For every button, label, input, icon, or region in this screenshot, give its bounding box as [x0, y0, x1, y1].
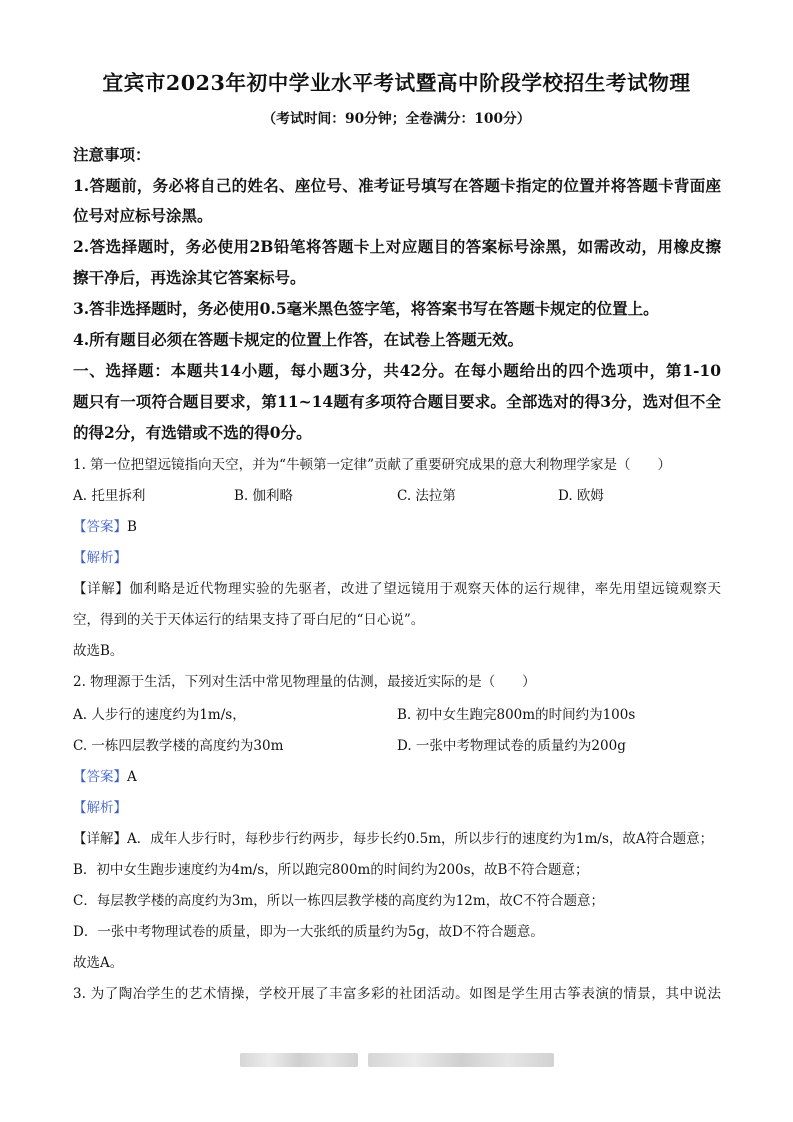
notice-item-3: 3.答非选择题时，务必使用0.5毫米黑色签字笔，将答案书写在答题卡规定的位置上。 [73, 299, 659, 318]
question-2-detail-b: B．初中女生跑步速度约为4m/s，所以跑完800m的时间约为200s，故B不符合题意； [73, 862, 589, 878]
question-2-answer [73, 765, 137, 785]
answer-value: B [127, 519, 137, 535]
footer-watermark [240, 1053, 358, 1067]
question-2-option-b: B. 初中女生跑完800m的时间约为100s [397, 707, 636, 723]
question-1-conclusion: 故选B。 [73, 643, 124, 659]
answer-label: 【答案】 [73, 519, 127, 535]
question-1-detail-cont: 空，得到的关于天体运行的结果支持了哥白尼的“日心说”。 [73, 612, 425, 628]
question-2-detail-c: C．每层教学楼的高度约为3m，所以一栋四层教学楼的高度约为12m，故C不符合题意； [73, 893, 605, 909]
detail-label: 【详解】 [73, 581, 130, 597]
question-1-detail [73, 577, 721, 597]
section-intro-cont-1: 题只有一项符合题目要求，第11~14题有多项符合题目要求。全部选对的得3分，选对但不全 [73, 392, 721, 411]
page-subtitle: （考试时间：90分钟；全卷满分：100分） [262, 111, 531, 127]
detail-text: 伽利略是近代物理实验的先驱者，改进了望远镜用于观察天体的运行规律，率先用望远镜观察天 [129, 581, 722, 597]
question-2-option-a: A. 人步行的速度约为1m/s， [73, 707, 246, 723]
question-3-stem: 3. 为了陶冶学生的艺术情操，学校开展了丰富多彩的社团活动。如图是学生用古筝表演的情景，其中说法 [73, 986, 721, 1002]
footer-watermark [368, 1053, 554, 1067]
notice-item-1: 1.答题前，务必将自己的姓名、座位号、准考证号填写在答题卡指定的位置并将答题卡背面座 [73, 176, 721, 195]
question-1-answer [73, 515, 137, 535]
section-intro-cont-2: 的得2分，有选错或不选的得0分。 [73, 423, 312, 442]
notice-item-4: 4.所有题目必须在答题卡规定的位置上作答，在试卷上答题无效。 [73, 330, 524, 349]
notice-heading: 注意事项： [73, 145, 151, 164]
question-1-option-d: D. 欧姆 [558, 488, 604, 504]
notice-item-1-cont: 位号对应标号涂黑。 [73, 206, 213, 225]
question-1-option-c: C. 法拉第 [397, 488, 456, 504]
question-2-detail-d: D．一张中考物理试卷的质量，即为一大张纸的质量约为5g，故D不符合题意。 [73, 924, 544, 940]
answer-label: 【答案】 [73, 769, 127, 785]
question-2-stem: 2. 物理源于生活，下列对生活中常见物理量的估测，最接近实际的是（ ） [73, 674, 536, 690]
page-title: 宜宾市2023年初中学业水平考试暨高中阶段学校招生考试物理 [102, 71, 691, 95]
notice-item-2-cont: 擦干净后，再选涂其它答案标号。 [73, 268, 306, 287]
question-1-stem: 1. 第一位把望远镜指向天空，并为“牛顿第一定律”贡献了重要研究成果的意大利物理学家是（ ） [73, 457, 671, 473]
question-2-option-c: C. 一栋四层教学楼的高度约为30m [73, 738, 284, 754]
question-1-analysis-label: 【解析】 [73, 550, 127, 566]
section-intro: 一、选择题：本题共14小题，每小题3分，共42分。在每小题给出的四个选项中，第1-10 [73, 361, 721, 380]
detail-label: 【详解】 [73, 831, 127, 847]
question-2-analysis-label: 【解析】 [73, 800, 127, 816]
question-2-option-d: D. 一张中考物理试卷的质量约为200g [397, 738, 626, 754]
question-2-detail-a [73, 827, 713, 847]
question-1-option-a: A. 托里拆利 [73, 488, 146, 504]
question-2-conclusion: 故选A。 [73, 955, 124, 971]
question-1-option-b: B. 伽利略 [234, 488, 294, 504]
answer-value: A [127, 769, 137, 785]
notice-item-2: 2.答选择题时，务必使用2B铅笔将答题卡上对应题目的答案标号涂黑，如需改动，用橡皮擦 [73, 237, 721, 256]
detail-text: A．成年人步行时，每秒步行约两步，每步长约0.5m，所以步行的速度约为1m/s，故A符合题意； [127, 831, 714, 847]
